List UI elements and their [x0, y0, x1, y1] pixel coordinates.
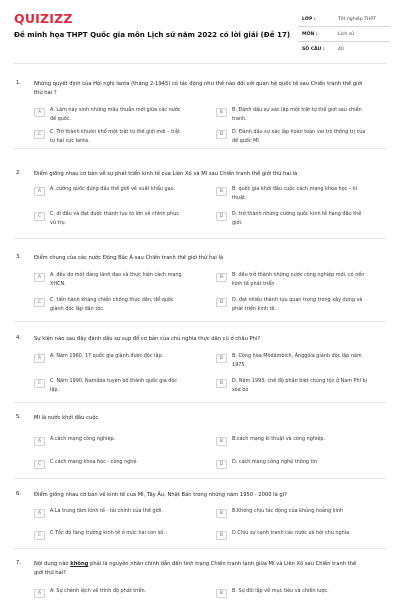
- option-a[interactable]: [34, 507, 184, 518]
- option-text: A. đều do một đảng lãnh đạo và thực hiện cách mạng XHCN.: [50, 272, 182, 287]
- meta-row-subject: [298, 27, 390, 42]
- meta-row-question-count: [298, 42, 390, 57]
- meta-value: 40: [338, 47, 344, 52]
- option-d[interactable]: [216, 458, 370, 469]
- option-letter-badge: A: [34, 108, 45, 117]
- question-stem: Sự kiện nào sau đây đánh dấu sự sụp đổ cơ bản của chủ nghĩa thực dân cũ ở châu Phi?: [34, 336, 261, 342]
- option-text: C. đi đầu và đạt được thành tựu to lớn về chinh phục vũ trụ.: [50, 211, 180, 226]
- quizizz-logo: QUIZIZZ: [14, 11, 73, 26]
- option-letter-badge: B: [216, 108, 227, 117]
- option-c[interactable]: [34, 128, 184, 145]
- option-letter-badge: A: [34, 509, 45, 518]
- option-text: C.Tốc độ tăng trưởng kinh tế ở mức hai con số.: [50, 530, 165, 536]
- option-b[interactable]: [216, 507, 370, 518]
- option-letter-badge: A: [34, 273, 45, 282]
- question-number: 1.: [16, 80, 21, 86]
- option-b[interactable]: [216, 435, 370, 446]
- option-d[interactable]: [216, 296, 370, 313]
- option-letter-badge: D: [216, 212, 227, 221]
- option-letter-badge: C: [34, 130, 45, 139]
- option-letter-badge: B: [216, 187, 227, 196]
- question-number: 6.: [16, 491, 21, 497]
- option-letter-badge: D: [216, 379, 227, 388]
- worksheet-header: [0, 0, 400, 64]
- question-stem-emphasis: không: [70, 561, 89, 567]
- option-text: B. quốc gia khởi đầu cuộc cách mạng khoa học – kĩ thuật.: [232, 186, 358, 201]
- option-letter-badge: D: [216, 460, 227, 469]
- question-stem: Mĩ là nước khởi đầu cuộc: [34, 415, 99, 421]
- option-letter-badge: C: [34, 379, 45, 388]
- option-d[interactable]: [216, 210, 370, 227]
- option-text: B. Cộng hòa Môdămbích, Ănggôla giành độc lập năm 1975: [232, 353, 362, 368]
- option-c[interactable]: [34, 210, 184, 227]
- meta-row-class: [298, 12, 390, 27]
- option-a[interactable]: [34, 271, 184, 288]
- question-stem: Điểm giống nhau cơ bản về kinh tế của Mĩ, Tây Âu, Nhật Bản trong những năm 1950 - 2000 là gì?: [34, 492, 287, 498]
- question-divider: [14, 478, 386, 479]
- option-b[interactable]: [216, 587, 370, 598]
- question-divider: [14, 238, 386, 239]
- option-letter-badge: A: [34, 589, 45, 598]
- option-text: D.Chịu sự cạnh tranh các nước xã hội chủ nghĩa.: [232, 530, 351, 536]
- option-b[interactable]: [216, 352, 370, 369]
- option-letter-badge: C: [34, 531, 45, 540]
- question-stem: Điểm chung của các nước Đông Bắc Á sau Chiến tranh thế giới thứ hai là: [34, 255, 224, 261]
- question-number: 5.: [16, 414, 21, 420]
- option-c[interactable]: [34, 296, 184, 313]
- option-text: A. Sự chênh lệch về trình độ phát triển.: [50, 588, 147, 594]
- option-c[interactable]: [34, 529, 184, 540]
- option-text: D. đạt nhiều thành tựu quan trọng trong xây dựng và phát triển kinh tế.: [232, 297, 363, 312]
- option-letter-badge: B: [216, 354, 227, 363]
- option-text: A. Làm nảy sinh những mâu thuẫn mới giữa các nước đế quốc.: [50, 107, 181, 122]
- option-text: A.Là trung tâm kinh tế - tài chính của thế giới.: [50, 508, 163, 514]
- option-letter-badge: D: [216, 298, 227, 307]
- option-c[interactable]: [34, 377, 184, 394]
- question-stem: [34, 560, 364, 578]
- option-a[interactable]: [34, 587, 184, 598]
- question-divider: [14, 402, 386, 403]
- meta-value: Tốt nghiệp THPT: [338, 17, 376, 22]
- option-text: D. trở thành những cường quốc kinh tế hàng đầu thế giới.: [232, 211, 362, 226]
- worksheet-title: Đề minh họa THPT Quốc gia môn Lịch sử năm 2022 có lời giải (Đề 17): [14, 30, 291, 39]
- option-text: C. tiến hành kháng chiến chống thực dân, để quốc giành độc lập dân tộc.: [50, 297, 174, 312]
- question-stem: Điểm giống nhau cơ bản về sự phát triển kinh tế của Liên Xô và Mĩ sau Chiến tranh thế giới thứ hai là: [34, 171, 298, 177]
- option-a[interactable]: [34, 435, 184, 446]
- question-number: 2.: [16, 170, 21, 176]
- option-b[interactable]: [216, 185, 370, 202]
- option-letter-badge: B: [216, 589, 227, 598]
- option-b[interactable]: [216, 106, 370, 123]
- option-letter-badge: C: [34, 298, 45, 307]
- option-text: C.cách mạng khoa học - công nghệ.: [50, 459, 138, 465]
- option-letter-badge: A: [34, 187, 45, 196]
- question-stem-end: phải là nguyên nhân chính dẫn đến tình trạng Chiến tranh lạnh giữa Mĩ và Liên Xô sau Chiến tranh thế giới thứ hai?: [34, 561, 357, 576]
- meta-value: Lịch sử: [338, 32, 355, 37]
- option-letter-badge: D: [216, 130, 227, 139]
- option-a[interactable]: [34, 352, 184, 363]
- option-d[interactable]: [216, 377, 370, 394]
- question-divider: [14, 321, 386, 322]
- option-text: B.cách mạng kĩ thuật và công nghiệp.: [232, 436, 326, 442]
- option-text: C. Năm 1990, Namibia tuyên bố thành quốc gia độc lập.: [50, 378, 178, 393]
- option-text: A. cường quốc đứng đầu thế giới về xuất khẩu gạo.: [50, 186, 176, 192]
- question-stem: Những quyết định của Hội nghị Ianta (tháng 2-1945) có tác động như thế nào đối với quan hệ quốc tế sau Chiến tranh thế giới thứ hai ?: [34, 81, 363, 96]
- option-b[interactable]: [216, 271, 370, 288]
- option-letter-badge: B: [216, 509, 227, 518]
- option-text: D. Đánh dấu sự xác lập hoàn toàn vai trò thống trị của đế quốc Mĩ: [232, 129, 366, 144]
- option-text: A. Năm 1960, 17 quốc gia giành được độc lập.: [50, 353, 164, 359]
- option-text: A.cách mạng công nghiệp.: [50, 436, 116, 442]
- question-number: 4.: [16, 335, 21, 341]
- option-c[interactable]: [34, 458, 184, 469]
- option-d[interactable]: [216, 128, 370, 145]
- option-letter-badge: B: [216, 437, 227, 446]
- option-text: D. Năm 1993, chế độ phân biệt chủng tộc ở Nam Phi bị xóa bỏ: [232, 378, 367, 393]
- question-number: 3.: [16, 254, 21, 260]
- option-text: C. Trở thành khuôn khổ một trật tự thế giới mới – trật tự hai cực Ianta.: [50, 129, 180, 144]
- question-number: 7.: [16, 560, 21, 566]
- question-divider: [14, 548, 386, 549]
- meta-label: LỚP :: [302, 17, 316, 22]
- option-d[interactable]: [216, 529, 370, 540]
- option-text: D. cách mạng công nghệ thông tin: [232, 459, 317, 465]
- question-divider: [14, 148, 386, 149]
- option-text: B. Sự đối lập về mục tiêu và chiến lược.: [232, 588, 329, 594]
- option-letter-badge: D: [216, 531, 227, 540]
- option-a[interactable]: [34, 106, 184, 123]
- meta-label: SỐ CÂU :: [302, 47, 325, 52]
- option-letter-badge: A: [34, 354, 45, 363]
- meta-label: MÔN :: [302, 32, 318, 37]
- worksheet-meta-table: [298, 12, 390, 57]
- option-letter-badge: B: [216, 273, 227, 282]
- option-text: B.Không chịu tác động của khủng hoảng kinh: [232, 508, 344, 514]
- option-text: B. đều trở thành những nước công nghiệp mới, có nền kinh tế phát triển: [232, 272, 365, 287]
- option-letter-badge: A: [34, 437, 45, 446]
- question-stem-start: Nội dung nào: [34, 561, 71, 567]
- option-letter-badge: C: [34, 212, 45, 221]
- option-text: B. Đánh dấu sự xác lập một trật tự thế giới sau chiến tranh.: [232, 107, 362, 122]
- option-letter-badge: C: [34, 460, 45, 469]
- header-divider: [14, 63, 386, 64]
- option-a[interactable]: [34, 185, 184, 196]
